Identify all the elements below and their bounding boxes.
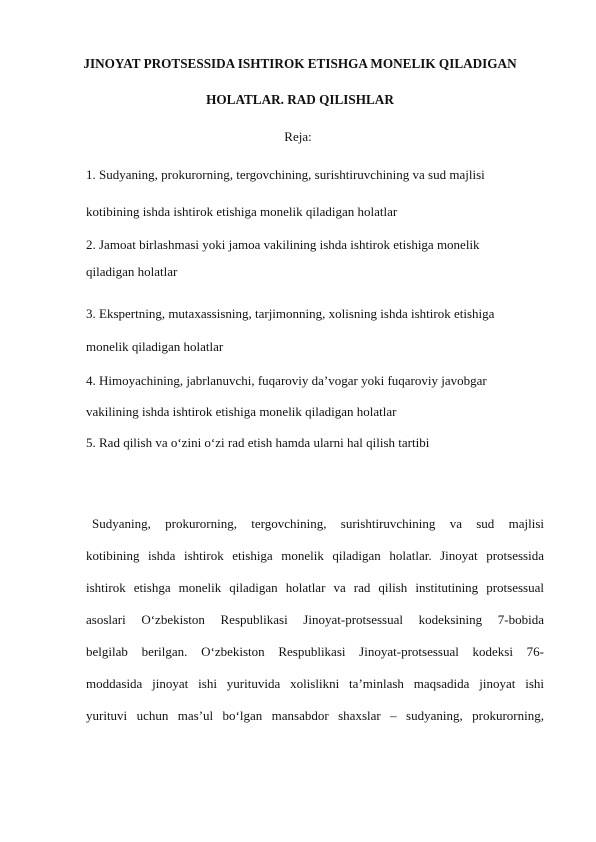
body-paragraph-line-1: Sudyaning, prokurorning, tergovchining, surishtiruvchining va sud majlisi: [92, 516, 544, 531]
plan-item-3-line-1: 3. Ekspertning, mutaxassisning, tarjimonning, xolisning ishda ishtirok etishiga: [86, 306, 495, 321]
plan-item-1-line-1: 1. Sudyaning, prokurorning, tergovchining, surishtiruvchining va sud majlisi: [86, 167, 485, 182]
body-paragraph-line-2: kotibining ishda ishtirok etishiga monelik qiladigan holatlar. Jinoyat protsessida: [86, 548, 544, 563]
document-title-line-1: JINOYAT PROTSESSIDA ISHTIROK ETISHGA MONELIK QILADIGAN: [83, 56, 517, 71]
plan-item-2-line-2: qiladigan holatlar: [86, 264, 178, 279]
body-paragraph-line-5: belgilab berilgan. O‘zbekiston Respublikasi Jinoyat-protsessual kodeksi 76-: [86, 644, 544, 659]
plan-label: Reja:: [284, 129, 312, 144]
document-title-line-2: HOLATLAR. RAD QILISHLAR: [206, 92, 394, 107]
body-paragraph-line-3: ishtirok etishga monelik qiladigan holatlar va rad qilish institutining protsessual: [86, 580, 544, 595]
body-paragraph-line-7: yurituvi uchun mas’ul bo‘lgan mansabdor shaxslar – sudyaning, prokurorning,: [86, 708, 544, 723]
plan-item-3-line-2: monelik qiladigan holatlar: [86, 339, 224, 354]
plan-item-1-line-2: kotibining ishda ishtirok etishiga monelik qiladigan holatlar: [86, 204, 398, 219]
plan-item-4-line-2: vakilining ishda ishtirok etishiga monelik qiladigan holatlar: [86, 404, 397, 419]
plan-item-4-line-1: 4. Himoyachining, jabrlanuvchi, fuqaroviy da’vogar yoki fuqaroviy javobgar: [86, 373, 487, 388]
body-paragraph-line-4: asoslari O‘zbekiston Respublikasi Jinoyat-protsessual kodeksining 7-bobida: [86, 612, 544, 627]
plan-item-5: 5. Rad qilish va o‘zini o‘zi rad etish hamda ularni hal qilish tartibi: [86, 435, 430, 450]
plan-item-2-line-1: 2. Jamoat birlashmasi yoki jamoa vakilining ishda ishtirok etishiga monelik: [86, 237, 480, 252]
body-paragraph-line-6: moddasida jinoyat ishi yurituvida xolislikni ta’minlash maqsadida jinoyat ishi: [86, 676, 544, 691]
